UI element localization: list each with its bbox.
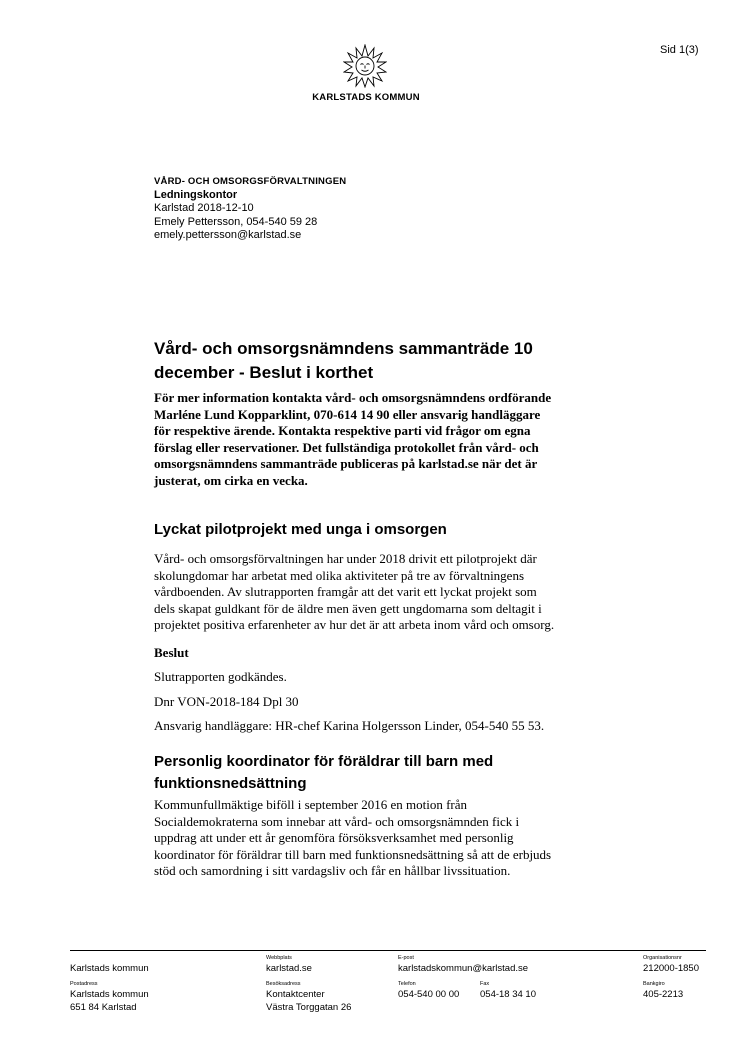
body-line: vårdboenden. Av slutrapporten framgår att det varit ett lyckat projekt som — [154, 584, 537, 599]
section2-body — [154, 797, 624, 880]
intro-line: justerat, om cirka en vecka. — [154, 472, 308, 488]
footer-divider — [70, 950, 706, 951]
body-line: projektet positiva erfarenheter av hur det är att arbeta inom vård och omsorg. — [154, 617, 555, 632]
intro-line: För mer information kontakta vård- och omsorgsnämndens ordförande — [154, 390, 552, 405]
sender-email: emely.pettersson@karlstad.se — [154, 229, 302, 241]
sun-face-icon — [343, 44, 387, 88]
footer-email-label: E-post — [398, 955, 414, 961]
title-line: december - Beslut i korthet — [154, 363, 374, 382]
section1-beslut-text: Slutrapporten godkändes. — [154, 669, 287, 684]
footer-visit-line2: Västra Torggatan 26 — [266, 1002, 352, 1013]
footer-postal-label: Postadress — [70, 981, 98, 987]
body-line: Vård- och omsorgsförvaltningen har under 2018 drivit ett pilotprojekt där — [154, 551, 537, 566]
body-line: koordinator för föräldrar till barn med funktionsnedsättning så att de erbjuds — [154, 846, 552, 862]
footer-bankgiro-label: Bankgiro — [643, 981, 665, 987]
heading-line: funktionsnedsättning — [154, 775, 307, 792]
body-line: stöd och samordning i sitt vardagsliv och får en hållbar livssituation. — [154, 863, 511, 878]
title-line: Vård- och omsorgsnämndens sammanträde 10 — [154, 339, 533, 358]
sender-department: VÅRD- OCH OMSORGSFÖRVALTNINGEN — [154, 176, 347, 187]
section1-heading: Lyckat pilotprojekt med unga i omsorgen — [154, 521, 447, 538]
intro-line: förslag eller reservationer. Det fullständiga protokollet från vård- och — [154, 439, 539, 455]
section1-dnr: Dnr VON-2018-184 Dpl 30 — [154, 694, 299, 709]
section1-contact: Ansvarig handläggare: HR-chef Karina Holgersson Linder, 054-540 55 53. — [154, 718, 545, 733]
section1-body — [154, 551, 624, 634]
footer-fax: 054-18 34 10 — [480, 989, 536, 1000]
intro-line: omsorgsnämndens sammanträde publiceras på karlstad.se när det är — [154, 456, 538, 472]
footer-fax-label: Fax — [480, 981, 490, 987]
intro-line: för respektive ärende. Kontakta respektive parti vid frågor om egna — [154, 423, 531, 439]
footer-phone-label: Telefon — [398, 981, 416, 987]
sender-contact: Emely Pettersson, 054-540 59 28 — [154, 215, 318, 228]
intro-paragraph — [154, 390, 624, 490]
body-line: uppdrag att under ett år genomföra försöksverksamhet med personlig — [154, 830, 514, 845]
footer-postal-line1: Karlstads kommun — [70, 989, 149, 1000]
footer-bankgiro: 405-2213 — [643, 989, 684, 1000]
body-line: Socialdemokraterna som innebar att vård- och omsorgsnämnden fick i — [154, 813, 520, 829]
footer-visit-label: Besöksadress — [266, 981, 301, 987]
footer-name: Karlstads kommun — [70, 963, 149, 974]
body-line: skolungdomar har arbetat med olika aktiviteter på tre av förvaltningens — [154, 567, 525, 583]
footer-orgnr: 212000-1850 — [643, 963, 699, 974]
sender-place-date: Karlstad 2018-12-10 — [154, 202, 254, 214]
footer-orgnr-label: Organisationsnr — [643, 955, 682, 961]
footer-web-label: Webbplats — [266, 955, 292, 961]
section1-beslut-label: Beslut — [154, 645, 189, 660]
sender-block — [154, 175, 346, 243]
body-line: Kommunfullmäktige biföll i september 2016 en motion från — [154, 797, 468, 812]
sender-office: Ledningskontor — [154, 188, 238, 201]
section2-heading — [154, 751, 624, 795]
footer-visit-line1: Kontaktcenter — [266, 989, 325, 1000]
org-name: KARLSTADS KOMMUN — [312, 92, 420, 103]
heading-line: Personlig koordinator för föräldrar till barn med — [154, 753, 494, 770]
document-title — [154, 337, 624, 385]
footer-web[interactable]: karlstad.se — [266, 963, 312, 974]
footer-email[interactable]: karlstadskommun@karlstad.se — [398, 963, 529, 974]
footer-phone: 054-540 00 00 — [398, 989, 460, 1000]
body-line: dels skapat guldkant för de äldre men även gett ungdomarna som deltagit i — [154, 600, 542, 616]
page-number: Sid 1(3) — [660, 44, 699, 56]
footer-postal-line2: 651 84 Karlstad — [70, 1002, 137, 1013]
intro-line: Marléne Lund Kopparklint, 070-614 14 90 eller ansvarig handläggare — [154, 406, 541, 422]
